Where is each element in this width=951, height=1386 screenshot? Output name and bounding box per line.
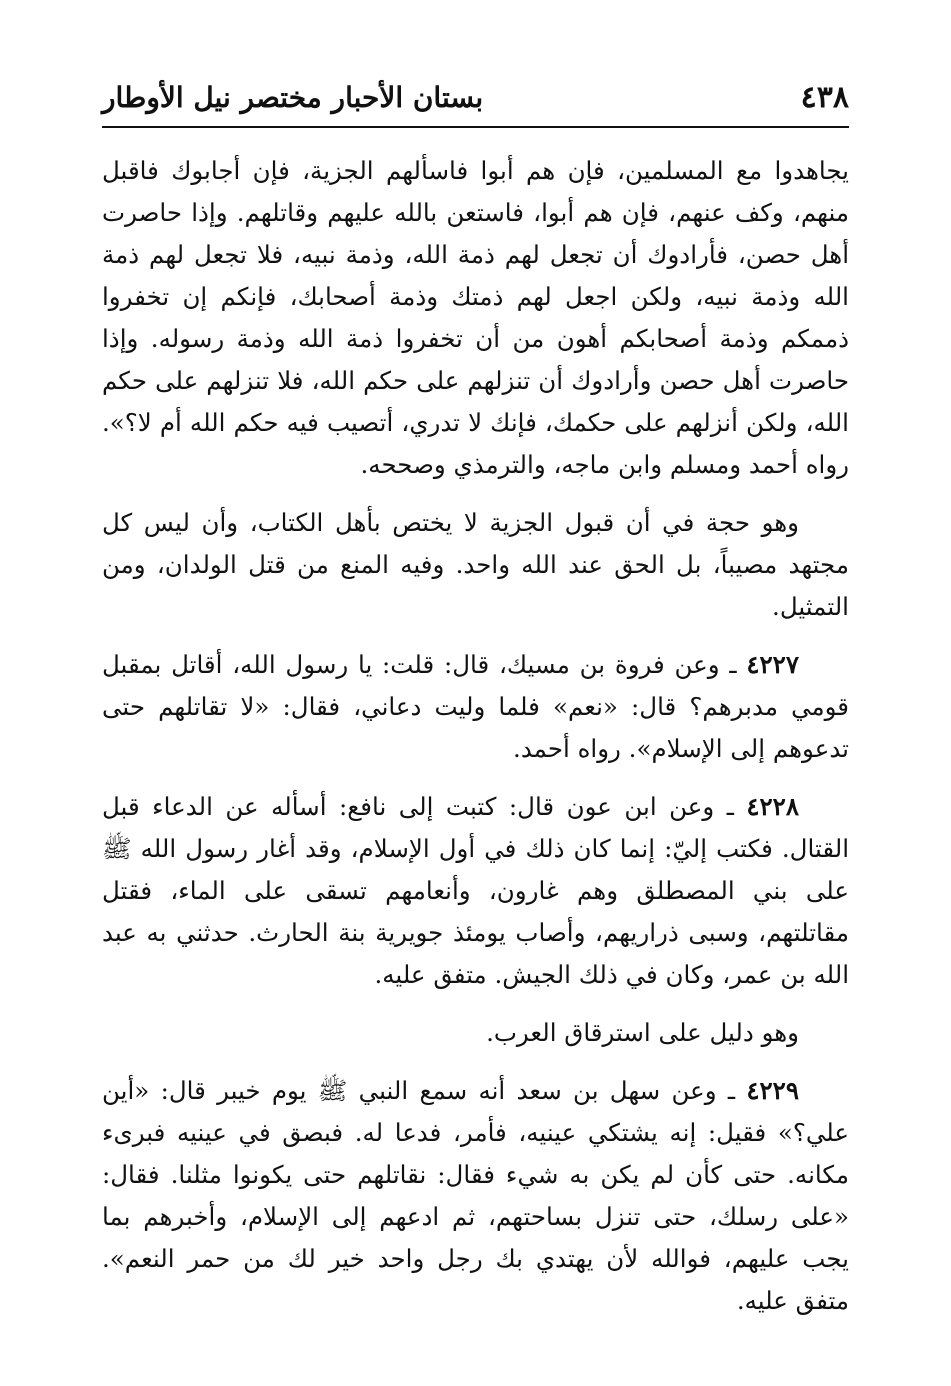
hadith-number: ٤٢٢٨: [746, 792, 799, 821]
page-number: ٤٣٨: [800, 80, 849, 115]
paragraph-text: ـ وعن سهل بن سعد أنه سمع النبي ﷺ يوم خيبر قال: «أين علي؟» فقيل: إنه يشتكي عينيه، فأمر، فدعا له. فبصق في عينيه فبرىء مكانه. حتى كأن لم يكن به شيء فقال: نقاتلهم حتى يكونوا مثلنا. فقال: «على رسلك، حتى تنزل بساحتهم، ثم ادعهم إلى الإسلام، وأخبرهم بما يجب عليهم، فوالله لأن يهتدي بك رجل واحد خير لك من حمر النعم». متفق عليه.: [102, 1076, 849, 1315]
paragraph-commentary: [102, 502, 849, 628]
hadith-4227: [102, 644, 849, 770]
paragraph-text: يجاهدوا مع المسلمين، فإن هم أبوا فاسألهم الجزية، فإن أجابوك فاقبل منهم، وكف عنهم، فإن هم أبوا، فاستعن بالله عليهم وقاتلهم. وإذا حاصرت أهل حصن، فأرادوك أن تجعل لهم ذمة الله، وذمة نبيه، فلا تجعل لهم ذمة الله وذمة نبيه، ولكن اجعل لهم ذمتك وذمة أصحابك، فإنكم إن تخفروا ذممكم وذمة أصحابكم أهون من أن تخفروا ذمة الله وذمة رسوله. وإذا حاصرت أهل حصن وأرادوك أن تنزلهم على حكم الله، فلا تنزلهم على حكم الله، ولكن أنزلهم على حكمك، فإنك لا تدري، أتصيب فيه حكم الله أم لا؟». رواه أحمد ومسلم وابن ماجه، والترمذي وصححه.: [102, 156, 849, 479]
paragraph-text: وهو دليل على استرقاق العرب.: [486, 1018, 799, 1047]
paragraph-text: ـ وعن فروة بن مسيك، قال: قلت: يا رسول الله، أقاتل بمقبل قومي مدبرهم؟ قال: «نعم» فلما وليت دعاني، فقال: «لا تقاتلهم حتى تدعوهم إلى الإسلام». رواه أحمد.: [102, 650, 849, 763]
hadith-4229: [102, 1070, 849, 1322]
paragraph-continuation: [102, 150, 849, 486]
book-title: بستان الأحبار مختصر نيل الأوطار: [102, 81, 484, 114]
hadith-number: ٤٢٢٩: [746, 1076, 799, 1105]
page-header: [102, 78, 849, 128]
paragraph-text: ـ وعن ابن عون قال: كتبت إلى نافع: أسأله عن الدعاء قبل القتال. فكتب إليّ: إنما كان ذلك في أول الإسلام، وقد أغار رسول الله ﷺ على بني المصطلق وهم غارون، وأنعامهم تسقى على الماء، فقتل مقاتلتهم، وسبى ذراريهم، وأصاب يومئذ جويرية بنة الحارث. حدثني به عبد الله بن عمر، وكان في ذلك الجيش. متفق عليه.: [102, 792, 849, 989]
hadith-4228: [102, 786, 849, 996]
hadith-number: ٤٢٢٧: [746, 650, 799, 679]
paragraph-commentary: [102, 1012, 849, 1054]
page-body: [102, 150, 849, 1322]
paragraph-text: وهو حجة في أن قبول الجزية لا يختص بأهل الكتاب، وأن ليس كل مجتهد مصيباً، بل الحق عند الله واحد. وفيه المنع من قتل الولدان، ومن التمثيل.: [102, 508, 849, 621]
